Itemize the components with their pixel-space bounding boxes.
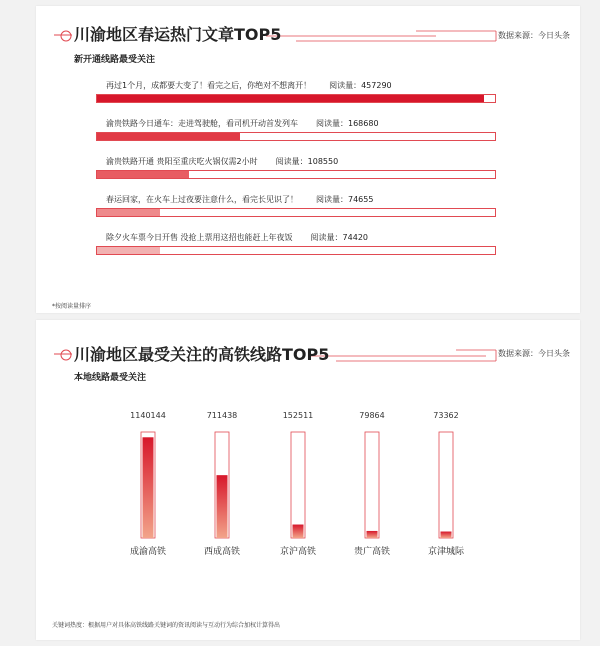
read-count-value: 74420 <box>342 233 368 242</box>
bar <box>367 531 378 538</box>
data-source: 数据来源：今日头条 <box>498 31 570 40</box>
bar <box>97 133 240 140</box>
bar <box>97 247 160 254</box>
read-count-value: 108550 <box>307 157 339 166</box>
railway-ranking-chart <box>36 320 580 620</box>
read-count-value: 457290 <box>361 81 392 90</box>
bar-track <box>439 432 453 538</box>
chart-footnote: *按阅读量排序 <box>52 303 92 310</box>
read-count-value: 168680 <box>348 119 379 128</box>
article-title-text: 渝贵铁路开通 贵阳至重庆吃火锅仅需2小时 <box>106 157 258 166</box>
bar-track <box>96 208 496 217</box>
chart-subtitle: 新开通线路最受关注 <box>74 55 156 65</box>
category-label: 成渝高铁 <box>129 547 167 557</box>
article-title-text: 春运回家，在火车上过夜要注意什么，看完长见识了！ <box>106 195 298 204</box>
value-label: 711438 <box>206 411 238 420</box>
value-label: 79864 <box>359 411 385 420</box>
read-count-label: 阅读量： <box>316 119 348 128</box>
bar <box>293 525 304 538</box>
data-source: 数据来源：今日头条 <box>498 349 570 358</box>
read-count-label: 阅读量： <box>316 195 348 204</box>
bar <box>97 95 484 102</box>
bar-track <box>365 432 379 538</box>
bar <box>441 532 452 538</box>
read-count-label: 阅读量： <box>329 81 362 90</box>
page-title: 川渝地区春运热门文章TOP5 <box>74 25 282 44</box>
article-title-text: 再过1个月，成都要大变了！看完之后，你绝对不想离开！ <box>106 81 312 90</box>
top-panel <box>36 6 580 313</box>
page-title: 川渝地区最受关注的高铁线路TOP5 <box>74 345 330 364</box>
article-title <box>106 232 368 243</box>
category-label: 京津城际 <box>427 547 465 557</box>
article-title-text: 除夕火车票今日开售 没抢上票用这招也能赶上年夜饭 <box>106 233 293 242</box>
flower-icon <box>61 31 71 41</box>
bar <box>143 437 154 538</box>
category-label: 西成高铁 <box>203 547 241 557</box>
value-label: 152511 <box>282 411 314 420</box>
category-label: 京沪高铁 <box>279 547 317 557</box>
chart-footnote: 关键词热度：根据用户对具体高铁线路关键词的资讯阅读与互动行为综合加权计算得出 <box>52 622 281 629</box>
article-title-text: 渝贵铁路今日通车：走进驾驶舱，看司机开动首发列车 <box>106 119 298 128</box>
article-title <box>106 194 373 205</box>
bar-track <box>96 94 496 103</box>
read-count-value: 74655 <box>348 195 374 204</box>
bar-track <box>96 132 496 141</box>
bar-track <box>291 432 305 538</box>
value-label: 73362 <box>433 411 459 420</box>
article-title <box>106 118 379 129</box>
bar <box>97 209 160 216</box>
bar-track <box>96 246 496 255</box>
article-title <box>106 80 392 91</box>
bar-track <box>96 170 496 179</box>
category-label: 贵广高铁 <box>353 547 391 557</box>
read-count-label: 阅读量： <box>275 157 308 166</box>
chart-subtitle: 本地线路最受关注 <box>74 373 147 383</box>
value-label: 1140144 <box>130 411 166 420</box>
read-count-label: 阅读量： <box>310 233 343 242</box>
article-title <box>106 156 338 167</box>
bottom-panel <box>36 320 580 640</box>
bar <box>217 475 228 538</box>
bar <box>97 171 189 178</box>
